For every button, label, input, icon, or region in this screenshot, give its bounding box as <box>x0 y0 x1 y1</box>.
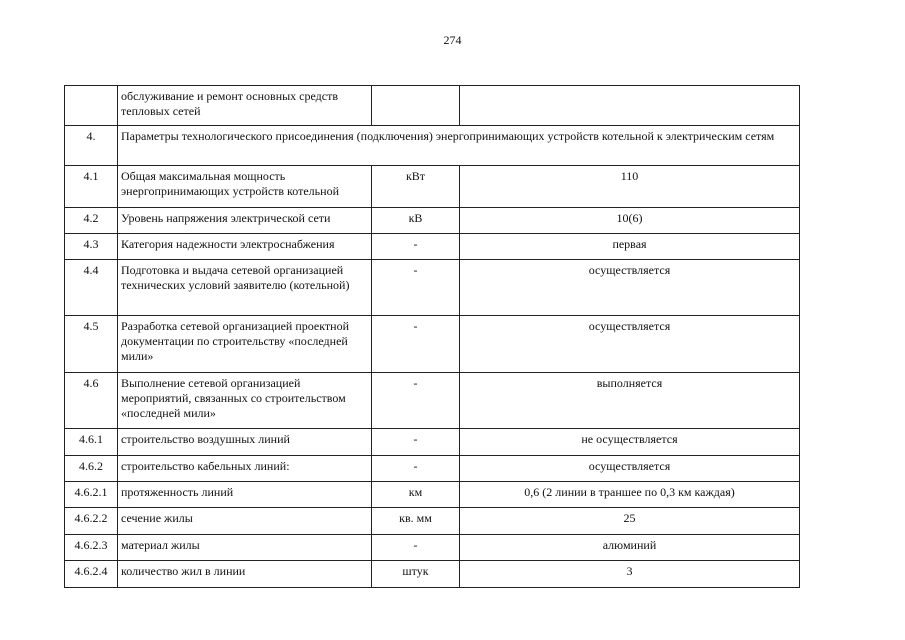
row-value: первая <box>460 234 800 260</box>
table-row <box>65 126 800 166</box>
row-unit: - <box>372 429 460 456</box>
table-row <box>65 373 800 429</box>
row-unit: - <box>372 234 460 260</box>
row-value: не осуществляется <box>460 429 800 456</box>
row-number: 4.4 <box>65 260 118 316</box>
row-parameter: Разработка сетевой организацией проектной документации по строительству «последней мили» <box>118 316 372 373</box>
row-parameter: обслуживание и ремонт основных средств тепловых сетей <box>118 86 372 126</box>
row-parameter: количество жил в линии <box>118 561 372 588</box>
table-row <box>65 535 800 561</box>
table-row <box>65 86 800 126</box>
row-parameter: Категория надежности электроснабжения <box>118 234 372 260</box>
row-value: алюминий <box>460 535 800 561</box>
table-row <box>65 429 800 456</box>
row-number: 4.3 <box>65 234 118 260</box>
table-row <box>65 260 800 316</box>
row-parameter: Выполнение сетевой организацией мероприятий, связанных со строительством «последней мили» <box>118 373 372 429</box>
row-number: 4.5 <box>65 316 118 373</box>
row-number: 4.6 <box>65 373 118 429</box>
row-number: 4.6.2.2 <box>65 508 118 535</box>
row-value: осуществляется <box>460 456 800 482</box>
row-value: 110 <box>460 166 800 208</box>
page-number: 274 <box>443 33 462 47</box>
row-unit: - <box>372 535 460 561</box>
row-value: 0,6 (2 линии в траншее по 0,3 км каждая) <box>460 482 800 508</box>
row-unit: - <box>372 260 460 316</box>
table-row <box>65 508 800 535</box>
row-number: 4.6.2.4 <box>65 561 118 588</box>
row-value <box>460 86 800 126</box>
row-unit: кВ <box>372 208 460 234</box>
row-unit: км <box>372 482 460 508</box>
row-parameter: Общая максимальная мощность энергопринимающих устройств котельной <box>118 166 372 208</box>
table-row <box>65 316 800 373</box>
row-number: 4.6.2 <box>65 456 118 482</box>
row-value: осуществляется <box>460 316 800 373</box>
row-unit: кв. мм <box>372 508 460 535</box>
table-row <box>65 208 800 234</box>
row-parameter: материал жилы <box>118 535 372 561</box>
row-value: 3 <box>460 561 800 588</box>
row-unit: кВт <box>372 166 460 208</box>
table-row <box>65 561 800 588</box>
row-parameter: протяженность линий <box>118 482 372 508</box>
table-row <box>65 482 800 508</box>
row-unit: штук <box>372 561 460 588</box>
table-body <box>65 86 800 588</box>
row-parameter: сечение жилы <box>118 508 372 535</box>
row-value: 10(6) <box>460 208 800 234</box>
row-number: 4.6.2.3 <box>65 535 118 561</box>
row-parameter: Подготовка и выдача сетевой организацией технических условий заявителю (котельной) <box>118 260 372 316</box>
parameters-table <box>64 85 800 588</box>
row-number: 4.1 <box>65 166 118 208</box>
row-value: осуществляется <box>460 260 800 316</box>
row-number <box>65 86 118 126</box>
row-value: выполняется <box>460 373 800 429</box>
row-number: 4.6.2.1 <box>65 482 118 508</box>
row-unit <box>372 86 460 126</box>
row-number: 4.6.1 <box>65 429 118 456</box>
row-unit: - <box>372 456 460 482</box>
row-number: 4. <box>65 126 118 166</box>
row-value: 25 <box>460 508 800 535</box>
row-unit: - <box>372 316 460 373</box>
table-row <box>65 456 800 482</box>
table-row <box>65 234 800 260</box>
table-row <box>65 166 800 208</box>
row-unit: - <box>372 373 460 429</box>
row-parameter: строительство воздушных линий <box>118 429 372 456</box>
row-number: 4.2 <box>65 208 118 234</box>
row-parameter: Параметры технологического присоединения (подключения) энергопринимающих устройств котельной к электрическим сетям <box>118 126 800 166</box>
row-parameter: строительство кабельных линий: <box>118 456 372 482</box>
row-parameter: Уровень напряжения электрической сети <box>118 208 372 234</box>
